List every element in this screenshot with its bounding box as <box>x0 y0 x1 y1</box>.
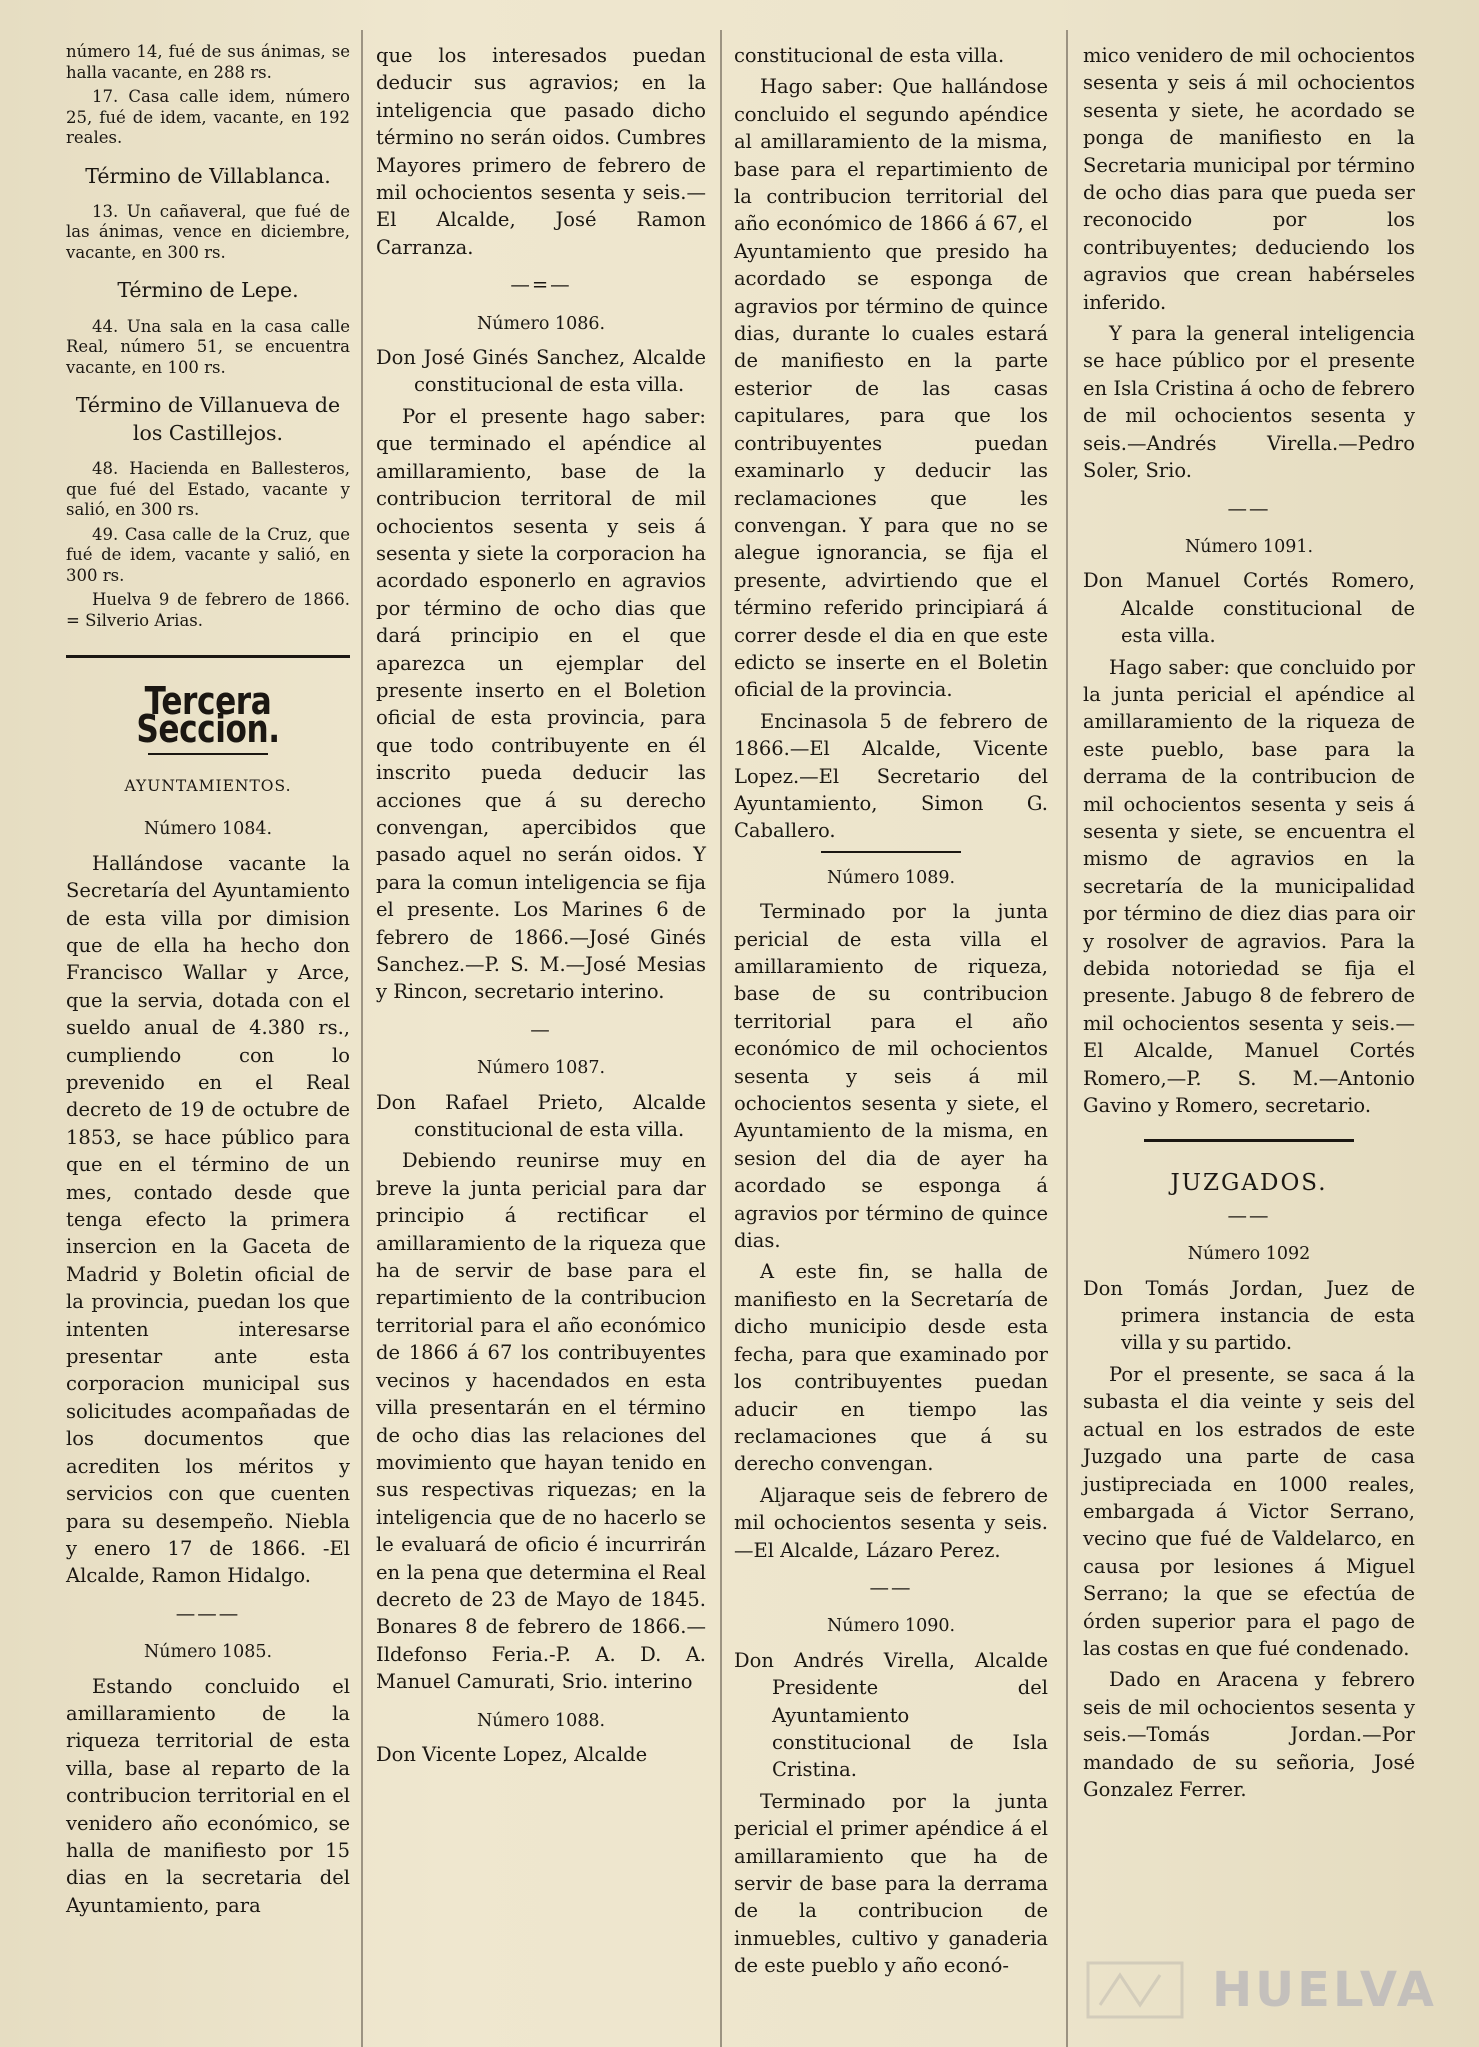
section-subtitle: AYUNTAMIENTOS. <box>124 776 292 795</box>
notice-body: mico venidero de mil ochocientos sesenta y seis á mil ochocientos sesenta y siete, he acordado se ponga de manifiesto en la Secretaria municipal por término de ocho dias para que pueda ser reconocido por los contribuyentes; deduciendo los agravios que crean habérseles inferido. <box>1083 44 1415 314</box>
notice-number: Número 1091. <box>1184 536 1314 557</box>
notice-heading: Don Vicente Lopez, Alcalde <box>376 1742 648 1766</box>
notice-heading: constitucional de esta villa. <box>734 44 1005 67</box>
section-title: Tercera Seccion. <box>136 679 280 751</box>
notice-body: Por el presente, se saca á la subasta el dia veinte y seis del actual en los estrados de este Juzgado una parte de casa justipreciada en 1000 reales, embargada á Victor Serrano, vecino que fué de Valdelarco, en causa por lesiones á Miguel Serrano; la que se efectúa de órden superior para el pago de las costas en que fué condenado. <box>1083 1362 1415 1660</box>
notice-body: Debiendo reunirse muy en breve la junta pericial para dar principio á rectificar el amillaramiento de la riqueza que ha de servir de base para el repartimiento de la contribucion territorial para el año económico de 1866 á 67 los contribuyentes vecinos y hacendados en esta villa presentarán en el término de ocho dias las relaciones del movimiento que hayan tenido en sus respectivas riquezas; en la inteligencia que de no hacerlo se le evaluará de oficio é incurrirán en la pena que determina el Real decreto de 23 de Mayo de 1845. Bonares 8 de febrero de 1866.—Ildefonso Feria.-P. A. D. A. Manuel Camurati, Srio. interino <box>376 1149 706 1694</box>
notice-heading: Don Manuel Cortés Romero, Alcalde constitucional de esta villa. <box>1083 569 1415 648</box>
notice-number: Número 1084. <box>143 819 273 840</box>
divider: ——— <box>175 1601 241 1625</box>
notice-body: Y para la general inteligencia se hace público por el presente en Isla Cristina á ocho de febrero de mil ochocientos sesenta y seis.—Andrés Virella.—Pedro Soler, Srio. <box>1083 322 1415 483</box>
section-heading: Término de Villanueva de los Castillejos. <box>75 393 341 445</box>
notice-number: Número 1089. <box>826 867 956 888</box>
notice-body: Estando concluido el amillaramiento de la riqueza territorial de esta villa, base al reparto de la contribucion territorial en el venidero año económico, se halla de manifiesto por 15 dias en la secretaria del Ayuntamiento, para <box>66 1674 350 1917</box>
column-rule <box>361 30 363 2047</box>
notice-number: Número 1088. <box>476 1710 606 1731</box>
notice-heading: Don Andrés Virella, Alcalde Presidente del Ayuntamiento constitucional de Isla Cristina. <box>734 1648 1048 1782</box>
divider <box>66 655 350 658</box>
notice-heading: Don Tomás Jordan, Juez de primera instancia de esta villa y su partido. <box>1083 1276 1415 1355</box>
column-rule <box>720 30 722 2047</box>
signature: Aljaraque seis de febrero de mil ochocientos sesenta y seis.—El Alcalde, Lázaro Perez. <box>734 1483 1048 1562</box>
column-4 <box>1083 42 1415 1807</box>
section-heading: Término de Lepe. <box>117 278 299 303</box>
divider <box>821 851 961 853</box>
divider: —— <box>869 1575 913 1599</box>
column-2 <box>376 42 706 1772</box>
column-1 <box>66 42 350 1923</box>
notice-body: Por el presente hago saber: que terminado el apéndice al amillaramiento, base de la contribucion territoral de mil ochocientos sesenta y seis á sesenta y siete la corporacion ha acordado esponerlo en agravios por término de ocho dias que dará principio en el que aparezca un ejemplar del presente inserto en el Boletion oficial de esta provincia, para que todo contribuyente en él inscrito pueda deducir las acciones que á su derecho convengan, apercibidos que pasado aquel no serán oidos. Y para la comun inteligencia se fija el presente. Los Marines 6 de febrero de 1866.—José Ginés Sanchez.—P. S. M.—José Mesias y Rincon, secretario interino. <box>376 404 706 1004</box>
notice-body: que los interesados puedan deducir sus agravios; en la inteligencia que pasado dicho término no serán oidos. Cumbres Mayores primero de febrero de mil ochocientos sesenta y seis.—El Alcalde, José Ramon Carranza. <box>376 44 706 259</box>
column-3 <box>734 42 1048 1984</box>
divider: —— <box>1227 496 1271 520</box>
notice-number: Número 1085. <box>143 1642 273 1663</box>
divider: —=— <box>510 273 572 297</box>
watermark: HUELVA <box>1212 1962 1437 2018</box>
divider: —— <box>1227 1203 1271 1227</box>
notice-number: Número 1086. <box>476 313 606 334</box>
entry-text: 44. Una sala en la casa calle Real, número 51, se encuentra vacante, en 100 rs. <box>66 316 350 377</box>
column-rule <box>1066 30 1068 2047</box>
entry-text: 17. Casa calle idem, número 25, fué de idem, vacante, en 192 reales. <box>66 87 350 147</box>
entry-text: 13. Un cañaveral, que fué de las ánimas, vence en diciembre, vacante, en 300 rs. <box>66 201 350 262</box>
entry-text: número 14, fué de sus ánimas, se halla vacante, en 288 rs. <box>66 42 350 82</box>
signature: Huelva 9 de febrero de 1866. = Silverio Arias. <box>66 590 350 630</box>
notice-heading: Don Rafael Prieto, Alcalde constitucional de esta villa. <box>376 1090 706 1142</box>
signature: Dado en Aracena y febrero seis de mil ochocientos sesenta y seis.—Tomás Jordan.—Por mandado de su señoria, José Gonzalez Ferrer. <box>1083 1668 1415 1801</box>
notice-heading: Don José Ginés Sanchez, Alcalde constitucional de esta villa. <box>376 346 706 397</box>
library-logo-icon <box>1080 1955 1190 2025</box>
notice-body: Terminado por la junta pericial el primer apéndice á el amillaramiento que ha de servir de base para la derrama de la contribucion de inmuebles, cultivo y ganaderia de este pueblo y año econó- <box>734 1789 1048 1978</box>
notice-body: Hago saber: Que hallándose concluido el segundo apéndice al amillaramiento de la misma, base para el repartimiento de la contribucion territorial del año económico de 1866 á 67, el Ayuntamiento que presido ha acordado se esponga de agravios por término de quince dias, durante lo cuales estará de manifiesto en la parte esterior de las casas capitulares, para que los contribuyentes puedan examinarlo y deducir las reclamaciones que les convengan. Y para que no se alegue ignorancia, se fija el presente, advirtiendo que el término referido principiará á correr desde el dia en que este edicto se inserte en el Boletin oficial de la provincia. <box>734 75 1048 702</box>
signature: Encinasola 5 de febrero de 1866.—El Alcalde, Vicente Lopez.—El Secretario del Ayuntamiento, Simon G. Caballero. <box>734 709 1048 843</box>
divider: — <box>530 1017 552 1041</box>
notice-number: Número 1092 <box>1187 1244 1311 1265</box>
entry-text: 48. Hacienda en Ballesteros, que fué del Estado, vacante y salió, en 300 rs. <box>66 459 350 520</box>
divider <box>148 753 268 755</box>
notice-body: Hago saber: que concluido por la junta pericial el apéndice al amillaramiento de la riqueza de este pueblo, base para la derrama de la contribucion de mil ochocientos sesenta y seis á sesenta y siete, se encuentra el mismo de agravios en la secretaría de la municipalidad por término de diez dias para oir y rosolver de agravios. Para la debida notoriedad se fija el presente. Jabugo 8 de febrero de mil ochocientos sesenta y seis.—El Alcalde, Manuel Cortés Romero,—P. S. M.—Antonio Gavino y Romero, secretario. <box>1083 655 1415 1118</box>
notice-body: A este fin, se halla de manifiesto en la Secretaría de dicho municipio desde esta fecha, para que examinado por los contribuyentes puedan aducir en tiempo las reclamaciones que á su derecho convengan. <box>734 1260 1048 1476</box>
section-title: JUZGADOS. <box>1170 1170 1328 1197</box>
notice-number: Número 1087. <box>476 1058 606 1079</box>
entry-text: 49. Casa calle de la Cruz, que fué de idem, vacante y salió, en 300 rs. <box>66 524 350 585</box>
divider <box>1144 1139 1354 1142</box>
notice-number: Número 1090. <box>826 1616 956 1637</box>
section-heading: Término de Villablanca. <box>85 163 331 188</box>
notice-body: Hallándose vacante la Secretaría del Ayuntamiento de esta villa por dimision que de ella ha hecho don Francisco Wallar y Arce, que la servia, dotada con el sueldo anual de 4.380 rs., cumpliendo con lo prevenido en el Real decreto de 19 de octubre de 1853, se hace público para que en el término de un mes, contado desde que tenga efecto la primera insercion en la Gaceta de Madrid y Boletin oficial de la provincia, puedan los que intenten interesarse presentar ante esta corporacion municipal sus solicitudes acompañadas de los documentos que acrediten los méritos y servicios con que cuenten para su desempeño. Niebla y enero 17 de 1866. -El Alcalde, Ramon Hidalgo. <box>66 851 350 1588</box>
notice-body: Terminado por la junta pericial de esta villa el amillaramiento de riqueza, base de su contribucion territorial para el año económico de mil ochocientos sesenta y seis á mil ochocientos sesenta y siete, el Ayuntamiento de la misma, en sesion del dia de ayer ha acordado se esponga á agravios por término de quince dias. <box>734 900 1048 1253</box>
